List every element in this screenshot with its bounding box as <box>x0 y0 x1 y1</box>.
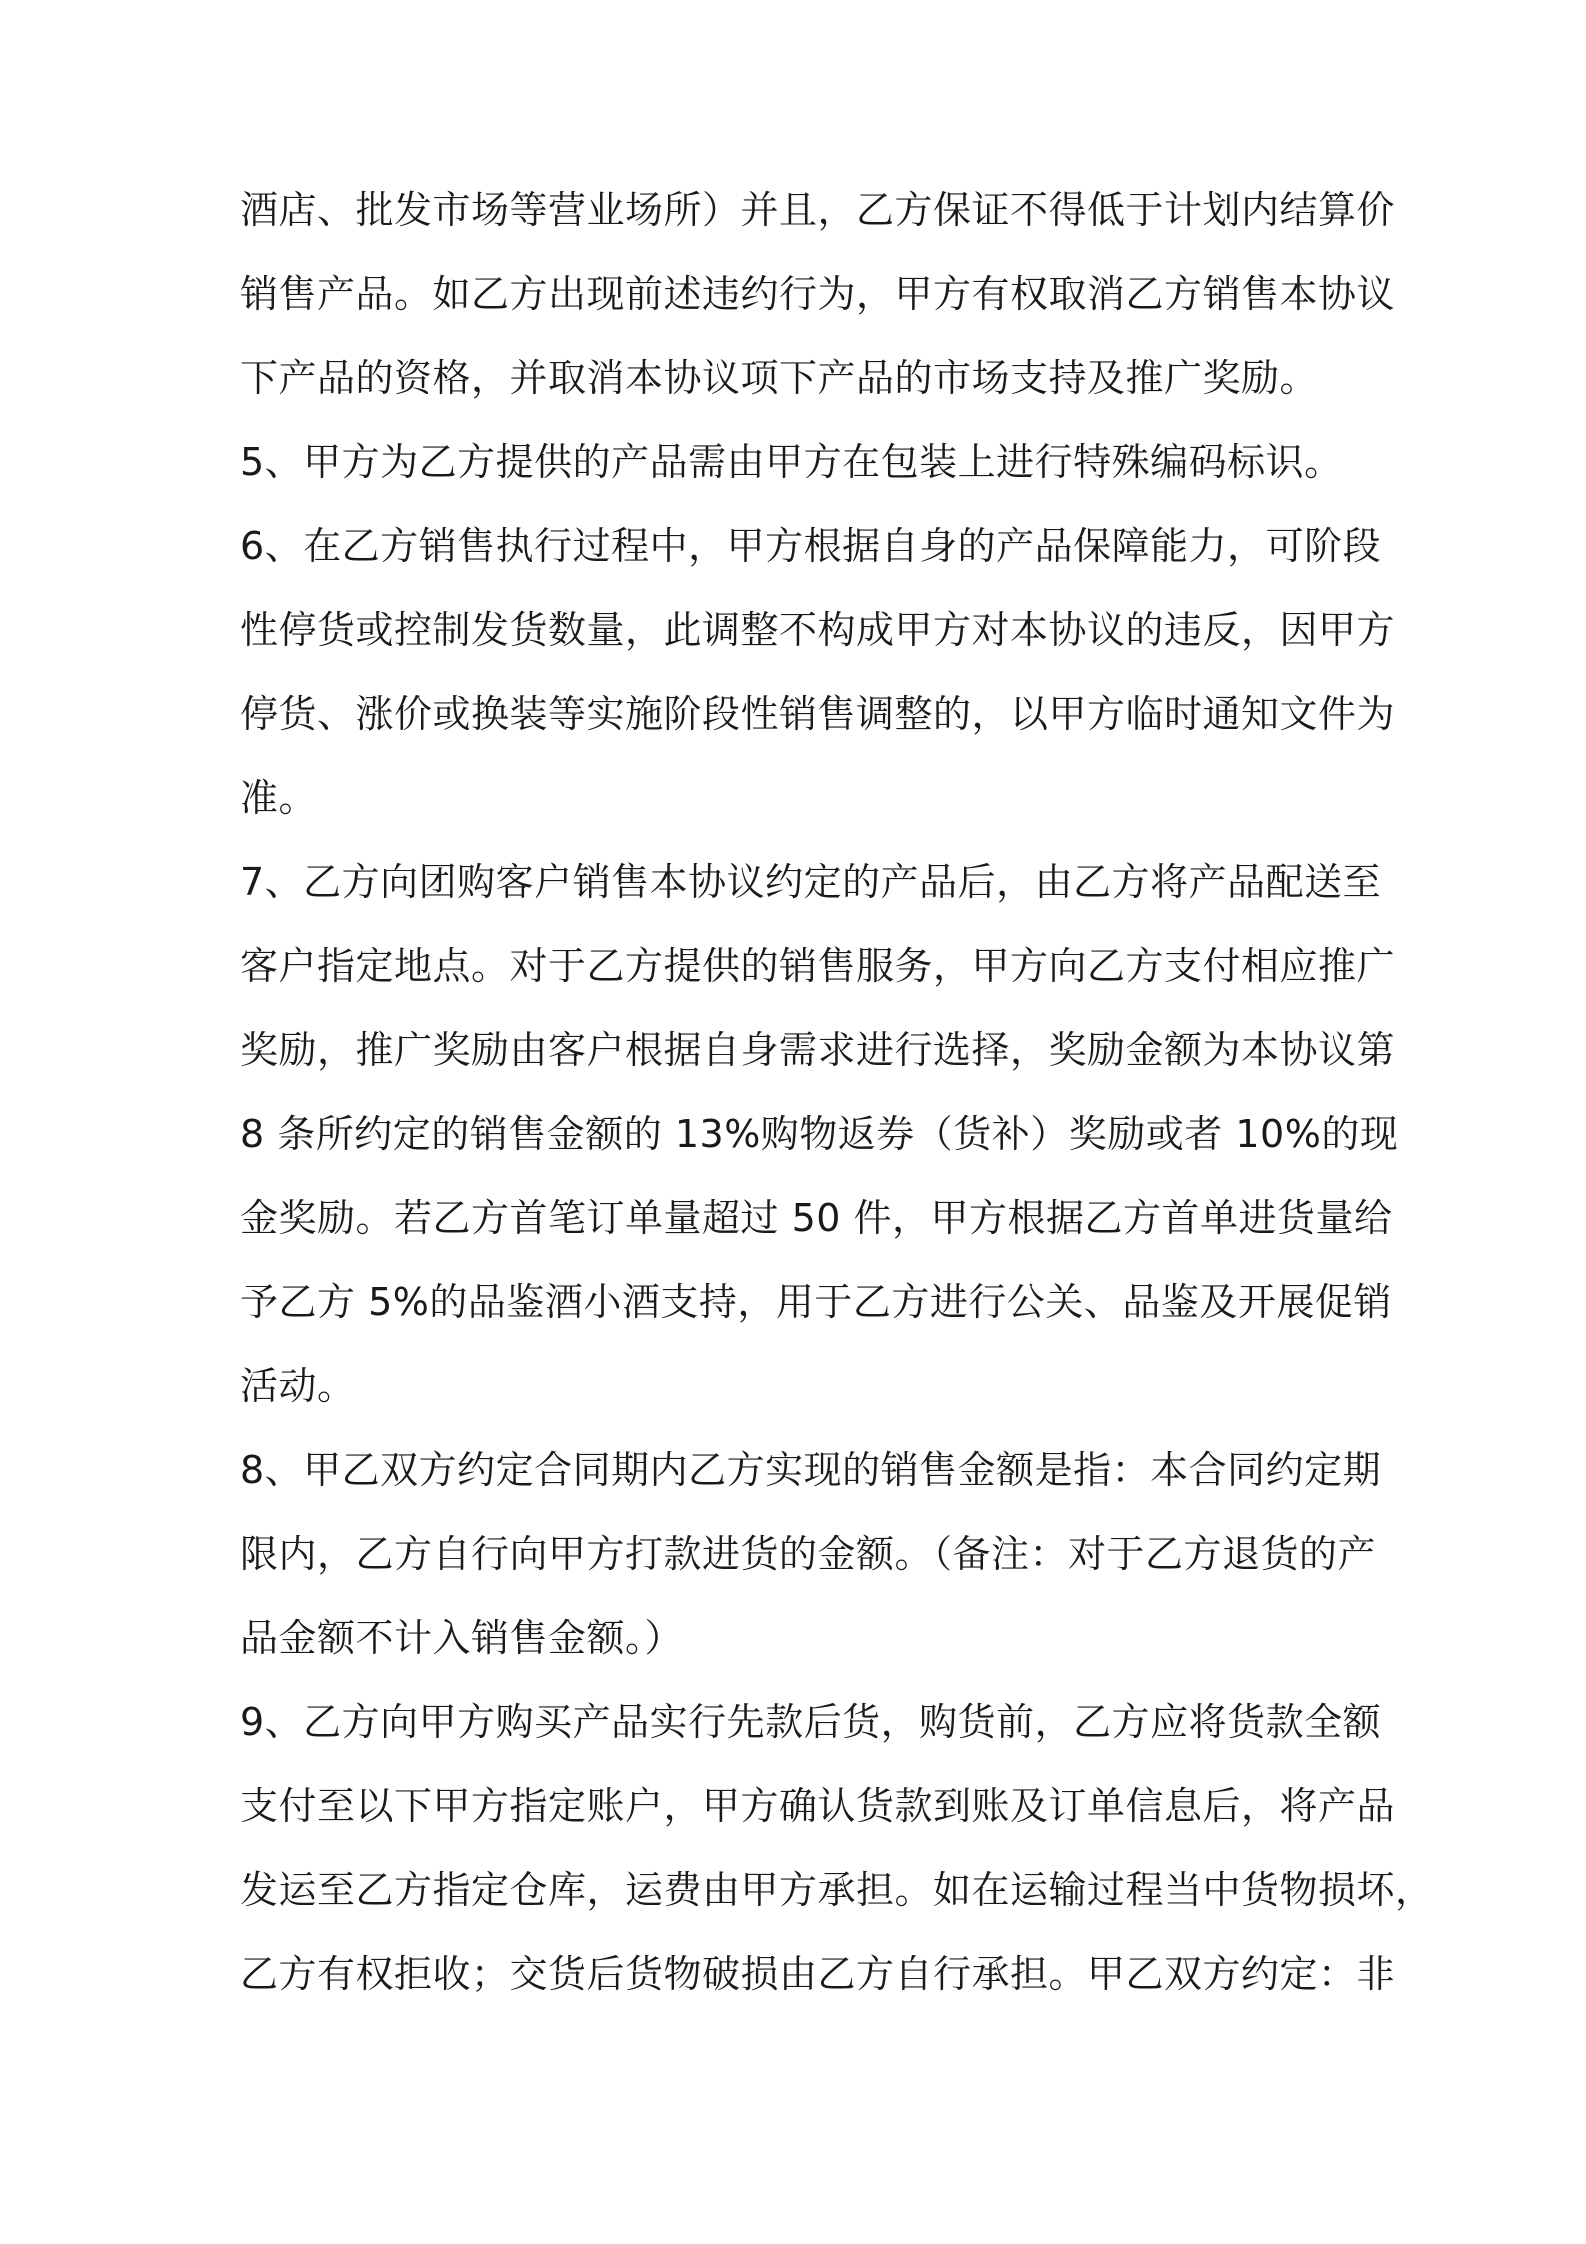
text-line: 客户指定地点。对于乙方提供的销售服务，甲方向乙方支付相应推广 <box>240 944 1396 988</box>
text-line: 9、乙方向甲方购买产品实行先款后货，购货前，乙方应将货款全额 <box>240 1700 1382 1744</box>
text-line: 活动。 <box>240 1364 356 1408</box>
text-line: 准。 <box>240 776 318 820</box>
text-line: 发运至乙方指定仓库，运费由甲方承担。如在运输过程当中货物损坏， <box>240 1868 1434 1912</box>
text-line: 乙方有权拒收；交货后货物破损由乙方自行承担。甲乙双方约定：非 <box>240 1952 1396 1996</box>
text-line: 6、在乙方销售执行过程中，甲方根据自身的产品保障能力，可阶段 <box>240 524 1382 568</box>
text-line: 销售产品。如乙方出现前述违约行为，甲方有权取消乙方销售本协议 <box>240 272 1396 316</box>
text-line: 停货、涨价或换装等实施阶段性销售调整的，以甲方临时通知文件为 <box>240 692 1396 736</box>
text-line: 限内，乙方自行向甲方打款进货的金额。（备注：对于乙方退货的产 <box>240 1532 1377 1576</box>
text-line: 奖励，推广奖励由客户根据自身需求进行选择，奖励金额为本协议第 <box>240 1028 1396 1072</box>
text-line: 7、乙方向团购客户销售本协议约定的产品后，由乙方将产品配送至 <box>240 860 1382 904</box>
text-line: 下产品的资格，并取消本协议项下产品的市场支持及推广奖励。 <box>240 356 1319 400</box>
text-line: 支付至以下甲方指定账户，甲方确认货款到账及订单信息后，将产品 <box>240 1784 1396 1828</box>
text-line: 性停货或控制发货数量，此调整不构成甲方对本协议的违反，因甲方 <box>240 608 1396 652</box>
text-line: 8、甲乙双方约定合同期内乙方实现的销售金额是指：本合同约定期 <box>240 1448 1382 1492</box>
text-line: 金奖励。若乙方首笔订单量超过 50 件，甲方根据乙方首单进货量给 <box>240 1196 1393 1240</box>
text-line: 酒店、批发市场等营业场所）并且，乙方保证不得低于计划内结算价 <box>240 188 1396 232</box>
text-line: 予乙方 5%的品鉴酒小酒支持，用于乙方进行公关、品鉴及开展促销 <box>240 1280 1392 1324</box>
text-line: 5、甲方为乙方提供的产品需由甲方在包装上进行特殊编码标识。 <box>240 440 1343 484</box>
text-line: 8 条所约定的销售金额的 13%购物返券（货补）奖励或者 10%的现 <box>240 1112 1399 1156</box>
text-line: 品金额不计入销售金额。） <box>240 1616 684 1660</box>
